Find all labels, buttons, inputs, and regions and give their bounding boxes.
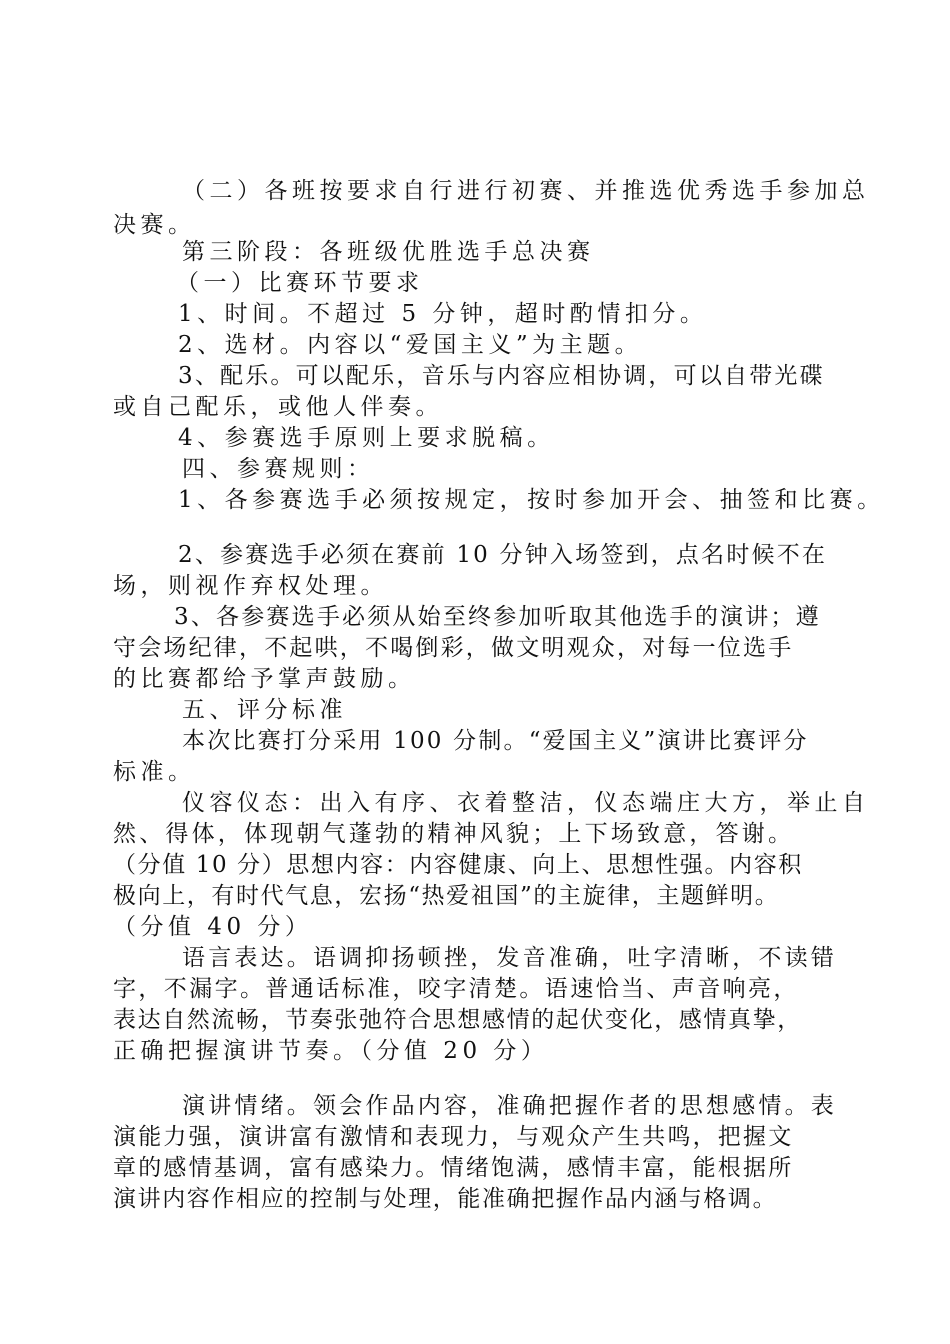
text-line: （一）比赛环节要求 bbox=[176, 270, 424, 296]
text-line: 的比赛都给予掌声鼓励。 bbox=[113, 666, 416, 692]
text-line: （分值 40 分） bbox=[113, 914, 313, 940]
text-line: 标准。 bbox=[113, 759, 196, 785]
text-line: 演讲内容作相应的控制与处理，能准确把握作品内涵与格调。 bbox=[113, 1186, 778, 1212]
text-line: 场，则视作弃权处理。 bbox=[113, 573, 388, 599]
text-line: 五、评分标准 bbox=[182, 697, 347, 723]
text-line: 本次比赛打分采用 100 分制。“爱国主义”演讲比赛评分 bbox=[182, 728, 809, 754]
text-line: 决赛。 bbox=[113, 212, 196, 238]
text-line: 1、时间。不超过 5 分钟，超时酌情扣分。 bbox=[178, 301, 708, 327]
text-line: 2、选材。内容以“爱国主义”为主题。 bbox=[178, 332, 643, 358]
text-line: 守会场纪律，不起哄，不喝倒彩，做文明观众，对每一位选手 bbox=[113, 635, 794, 661]
text-line: （分值 10 分）思想内容：内容健康、向上、思想性强。内容积 bbox=[113, 852, 803, 878]
text-line: 仪容仪态：出入有序、衣着整洁，仪态端庄大方，举止自 bbox=[182, 790, 870, 816]
text-line: 4、参赛选手原则上要求脱稿。 bbox=[178, 425, 555, 451]
text-line: 语言表达。语调抑扬顿挫，发音准确，吐字清晰，不读错 bbox=[182, 945, 837, 971]
text-line: （二）各班按要求自行进行初赛、并推选优秀选手参加总 bbox=[182, 178, 870, 204]
text-line: 表达自然流畅，节奏张弛符合思想感情的起伏变化，感情真挚， bbox=[113, 1007, 802, 1033]
text-line: 字，不漏字。普通话标准，咬字清楚。语速恰当、声音响亮， bbox=[113, 976, 799, 1002]
text-line: 3、各参赛选手必须从始至终参加听取其他选手的演讲；遵 bbox=[174, 604, 821, 630]
text-line: 或自己配乐，或他人伴奏。 bbox=[113, 394, 443, 420]
text-line: 第三阶段：各班级优胜选手总决赛 bbox=[182, 239, 595, 265]
text-line: 极向上，有时代气息，宏扬“热爱祖国”的主旋律，主题鲜明。 bbox=[113, 883, 780, 909]
text-line: 正确把握演讲节奏。（分值 20 分） bbox=[113, 1038, 549, 1064]
text-line: 2、参赛选手必须在赛前 10 分钟入场签到，点名时候不在 bbox=[178, 542, 828, 568]
text-line: 演能力强，演讲富有激情和表现力，与观众产生共鸣，把握文 bbox=[113, 1124, 794, 1150]
text-line: 演讲情绪。领会作品内容，准确把握作者的思想感情。表 bbox=[182, 1093, 837, 1119]
text-line: 3、配乐。可以配乐，音乐与内容应相协调，可以自带光碟 bbox=[178, 363, 825, 389]
text-line: 1、各参赛选手必须按规定，按时参加开会、抽签和比赛。 bbox=[178, 487, 885, 513]
text-line: 然、得体，体现朝气蓬勃的精神风貌；上下场致意，答谢。 bbox=[113, 821, 795, 847]
text-line: 章的感情基调，富有感染力。情绪饱满，感情丰富，能根据所 bbox=[113, 1155, 794, 1181]
text-line: 四、参赛规则： bbox=[182, 456, 375, 482]
